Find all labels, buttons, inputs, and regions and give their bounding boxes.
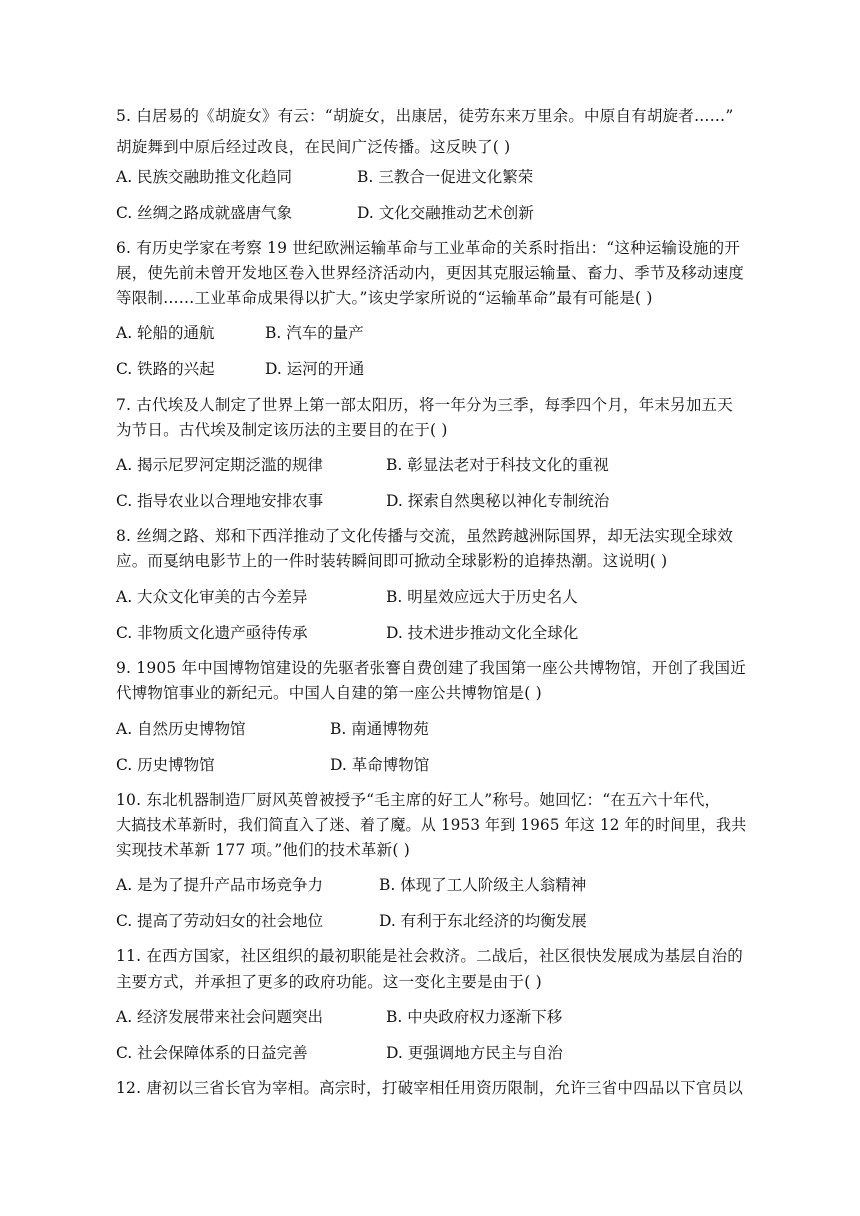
question-5-option-b: B. 三教合一促进文化繁荣 [357,168,534,186]
question-6-option-a: A. 轮船的通航 [116,324,215,342]
question-8-stem-line-1: 8. 丝绸之路、郑和下西洋推动了文化传播与交流，虽然跨越洲际国界，却无法实现全球效 [116,527,733,545]
question-11-option-b: B. 中央政府权力逐渐下移 [386,1008,563,1026]
question-6-option-b: B. 汽车的量产 [265,324,364,342]
question-10-stem-line-2: 大搞技术革新时，我们简直入了迷、着了魔。从 1953 年到 1965 年这 12 年的时间里，我共 [116,816,747,834]
question-12-stem-line-1: 12. 唐初以三省长官为宰相。高宗时，打破宰相任用资历限制，允许三省中四品以下官员以 [116,1079,743,1097]
question-10-option-b: B. 体现了工人阶级主人翁精神 [379,876,587,894]
question-5-option-a: A. 民族交融助推文化趋同 [116,168,293,186]
question-10-option-d: D. 有利于东北经济的均衡发展 [379,912,587,930]
question-8-option-b: B. 明星效应远大于历史名人 [386,588,578,606]
question-8-stem-line-2: 应。而戛纳电影节上的一件时装转瞬间即可掀动全球影粉的追捧热潮。这说明( ) [116,552,668,570]
question-9-stem-line-1: 9. 1905 年中国博物馆建设的先驱者张謇自费创建了我国第一座公共博物馆，开创了我国近 [116,659,746,677]
question-10-stem-line-3: 实现技术革新 177 项。”他们的技术革新( ) [116,841,410,859]
question-6-stem-line-2: 展，使先前未曾开发地区卷入世界经济活动内，更因其克服运输量、畜力、季节及移动速度 [116,264,745,282]
question-5-stem-line-2: 胡旋舞到中原后经过改良，在民间广泛传播。这反映了( ) [116,138,511,156]
question-5-option-d: D. 文化交融推动艺术创新 [357,204,534,222]
question-7-option-c: C. 指导农业以合理地安排农事 [116,492,324,510]
question-11-stem-line-2: 主要方式，并承担了更多的政府功能。这一变化主要是由于( ) [116,973,542,991]
question-8-option-a: A. 大众文化审美的古今差异 [116,588,308,606]
question-6-stem-line-1: 6. 有历史学家在考察 19 世纪欧洲运输革命与工业革命的关系时指出：“这种运输设施的开 [116,239,741,257]
question-7-option-d: D. 探索自然奥秘以神化专制统治 [386,492,610,510]
question-9-option-b: B. 南通博物苑 [330,720,429,738]
question-6-option-d: D. 运河的开通 [265,360,365,378]
question-7-stem-line-2: 为节日。古代埃及制定该历法的主要目的在于( ) [116,421,448,439]
question-7-option-b: B. 彰显法老对于科技文化的重视 [386,456,609,474]
question-8-option-d: D. 技术进步推动文化全球化 [386,624,579,642]
question-11-option-c: C. 社会保障体系的日益完善 [116,1044,308,1062]
question-11-option-d: D. 更强调地方民主与自治 [386,1044,563,1062]
question-10-option-a: A. 是为了提升产品市场竞争力 [116,876,324,894]
question-6-stem-line-3: 等限制……工业革命成果得以扩大。”该史学家所说的“运输革命”最有可能是( ) [116,289,653,307]
question-11-option-a: A. 经济发展带来社会问题突出 [116,1008,324,1026]
question-6-option-c: C. 铁路的兴起 [116,360,215,378]
question-9-option-d: D. 革命博物馆 [330,756,430,774]
question-7-option-a: A. 揭示尼罗河定期泛滥的规律 [116,456,324,474]
question-10-option-c: C. 提高了劳动妇女的社会地位 [116,912,324,930]
question-7-stem-line-1: 7. 古代埃及人制定了世界上第一部太阳历，将一年分为三季，每季四个月，年末另加五天 [116,396,733,414]
question-9-option-c: C. 历史博物馆 [116,756,215,774]
question-9-stem-line-2: 代博物馆事业的新纪元。中国人自建的第一座公共博物馆是( ) [116,684,542,702]
question-9-option-a: A. 自然历史博物馆 [116,720,246,738]
question-8-option-c: C. 非物质文化遗产亟待传承 [116,624,308,642]
question-10-stem-line-1: 10. 东北机器制造厂厨风英曾被授予“毛主席的好工人”称号。她回忆：“在五六十年代， [116,791,721,809]
question-5-option-c: C. 丝绸之路成就盛唐气象 [116,204,293,222]
question-11-stem-line-1: 11. 在西方国家，社区组织的最初职能是社会救济。二战后，社区很快发展成为基层自治的 [116,947,743,965]
question-5-stem-line-1: 5. 白居易的《胡旋女》有云：“胡旋女，出康居，徒劳东来万里余。中原自有胡旋者……” [116,107,734,125]
